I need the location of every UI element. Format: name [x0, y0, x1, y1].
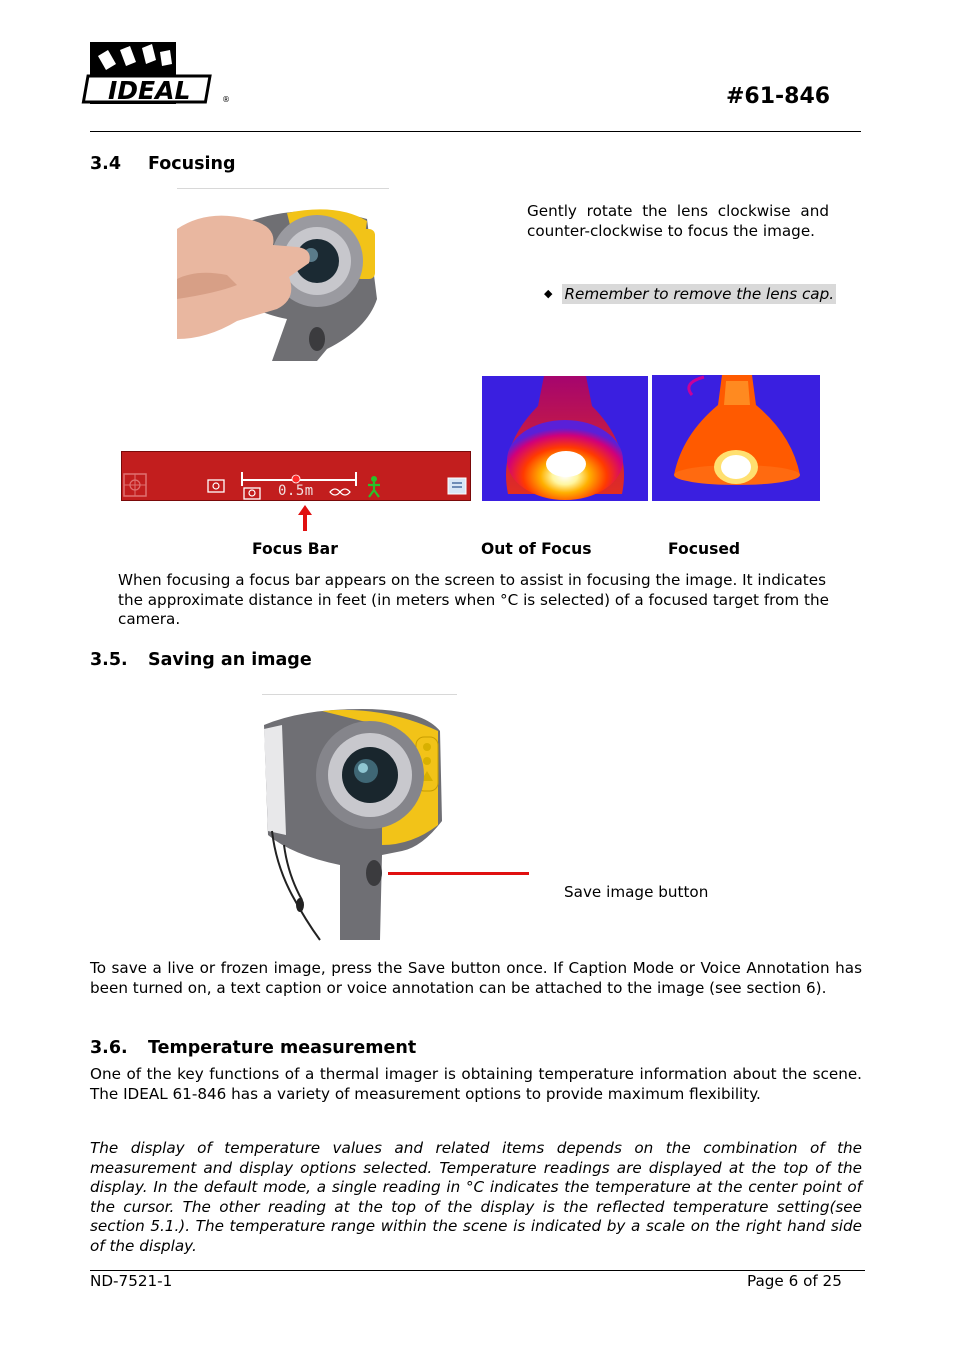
caption-focused: Focused	[668, 540, 741, 558]
footer-document-id: ND-7521-1	[90, 1272, 173, 1290]
footer-divider	[90, 1270, 865, 1271]
focused-thermal-image	[652, 375, 820, 501]
focusing-intro-text: Gently rotate the lens clockwise and counter-clockwise to focus the image.	[527, 202, 829, 240]
footer-page-number: Page 6 of 25	[747, 1272, 842, 1290]
section-heading-focusing: 3.4 Focusing	[90, 154, 236, 174]
lens-cap-reminder: ◆ Remember to remove the lens cap.	[544, 285, 835, 303]
focus-bar-screenshot	[121, 451, 471, 501]
save-button-label: Save image button	[564, 883, 709, 901]
focus-bar-arrow-icon	[296, 505, 314, 531]
temperature-display-description: The display of temperature values and related items depends on the combination of the measurement and display options selected. Temperature readings are displayed at the top of the display. In the default mode, a single reading in °C indicates the temperature at the center point of the cursor. The other reading at the top of the display is the reflected temperature setting(see section 5.1.). The temperature range within the scene is indicated by a scale on the right hand side of the display.	[90, 1139, 862, 1255]
focusing-description: When focusing a focus bar appears on the screen to assist in focusing the image. It indicates the approximate distance in feet (in meters when °C is selected) of a focused target from the camera.	[118, 571, 829, 628]
ideal-logo	[90, 42, 230, 106]
section-heading-saving-image: 3.5. Saving an image	[90, 650, 312, 670]
lens-rotation-photo	[177, 188, 389, 361]
diamond-bullet-icon: ◆	[544, 287, 553, 300]
section-heading-temperature-measurement: 3.6. Temperature measurement	[90, 1038, 417, 1058]
caption-focus-bar: Focus Bar	[252, 540, 338, 558]
saving-image-description: To save a live or frozen image, press the Save button once. If Caption Mode or Voice Annotation has been turned on, a text caption or voice annotation can be attached to the image (see section 6).	[90, 959, 862, 997]
svg-text:®: ®	[222, 95, 230, 104]
caption-out-of-focus: Out of Focus	[481, 540, 592, 558]
save-button-callout-line	[388, 872, 529, 875]
focus-distance-reading: 0.5m	[278, 483, 314, 499]
out-of-focus-thermal-image	[482, 376, 648, 501]
camera-save-button-photo	[262, 694, 457, 940]
logo-wordmark: IDEAL	[108, 76, 191, 105]
header-divider	[90, 131, 861, 132]
temperature-measurement-intro: One of the key functions of a thermal imager is obtaining temperature information about the scene. The IDEAL 61-846 has a variety of measurement options to provide maximum flexibility.	[90, 1065, 862, 1103]
document-number: #61-846	[726, 84, 831, 109]
